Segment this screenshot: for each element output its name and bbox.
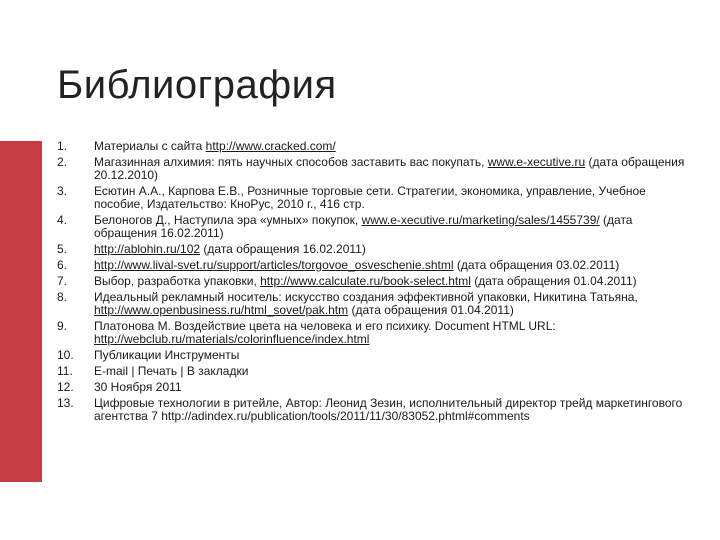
reference-list [57, 140, 697, 426]
accent-bar [0, 141, 42, 482]
reference-number: 8. [57, 290, 68, 304]
reference-link[interactable]: http://www.calculate.ru/book-select.html [260, 274, 471, 288]
reference-text-after: (дата обращения 16.02.2011) [94, 213, 633, 240]
reference-text-before: Идеальный рекламный носитель: искусство создания эффективной упаковки, Никитина Татьяна, [94, 290, 638, 304]
reference-link[interactable]: http://www.lival-svet.ru/support/articles/torgovoe_osveschenie.shtml [94, 258, 454, 272]
reference-link[interactable]: http://www.openbusiness.ru/html_sovet/pak.htm [94, 303, 349, 317]
reference-text [94, 291, 697, 317]
reference-item [57, 291, 697, 317]
reference-number: 9. [57, 319, 68, 333]
reference-text [94, 397, 697, 423]
reference-link[interactable]: http://webclub.ru/materials/colorinfluence/index.html [94, 332, 370, 346]
reference-item [57, 259, 697, 272]
reference-link[interactable]: http://ablohin.ru/102 [94, 242, 201, 256]
reference-text [94, 365, 697, 378]
reference-text-before: Выбор, разработка упаковки, [94, 274, 261, 288]
reference-item [57, 185, 697, 211]
reference-item [57, 397, 697, 423]
reference-number: 10. [57, 348, 74, 362]
reference-text-before: Белоногов Д., Наступила эра «умных» покупок, [94, 213, 362, 227]
reference-item [57, 275, 697, 288]
slide-title: Библиография [57, 62, 337, 107]
reference-text-after: (дата обращения 01.04.2011) [470, 274, 637, 288]
reference-text [94, 185, 697, 211]
reference-item [57, 320, 697, 346]
reference-text [94, 275, 697, 288]
reference-text-after: (дата обращения 16.02.2011) [200, 242, 366, 256]
reference-number: 12. [57, 380, 74, 394]
reference-number: 4. [57, 213, 68, 227]
reference-text [94, 259, 697, 272]
reference-text-after: (дата обращения 20.12.2010) [94, 155, 685, 182]
reference-item [57, 214, 697, 240]
reference-number: 1. [57, 139, 68, 153]
reference-text [94, 214, 697, 240]
reference-text-before: 30 Ноября 2011 [94, 380, 182, 394]
reference-number: 3. [57, 184, 68, 198]
reference-number: 11. [57, 364, 73, 378]
reference-text-before: Есютин А.А., Карпова Е.В., Розничные торговые сети. Стратегии, экономика, управление, Учебное пособие, Издательство: КноРус, 2010 г., 416 стр. [94, 184, 646, 211]
reference-number: 6. [57, 258, 68, 272]
reference-item [57, 156, 697, 182]
reference-text [94, 243, 697, 256]
reference-number: 2. [57, 155, 68, 169]
reference-text [94, 381, 697, 394]
reference-number: 5. [57, 242, 68, 256]
reference-link[interactable]: www.e-xecutive.ru [487, 155, 586, 169]
reference-text-after: (дата обращения 01.04.2011) [348, 303, 514, 317]
reference-link[interactable]: www.e-xecutive.ru/marketing/sales/1455739/ [361, 213, 600, 227]
reference-text [94, 320, 697, 346]
reference-text [94, 349, 697, 362]
reference-text [94, 140, 697, 153]
reference-text [94, 156, 697, 182]
reference-link[interactable]: http://www.cracked.com/ [205, 139, 336, 153]
reference-item [57, 365, 697, 378]
reference-text-before: Цифровые технологии в ритейле, Автор: Леонид Зезин, исполнительный директор трейд маркетингового агентства 7 http://adindex.ru/publication/tools/2011/11/30/83052.phtml#comments [94, 396, 683, 423]
reference-item [57, 349, 697, 362]
reference-text-after: (дата обращения 03.02.2011) [453, 258, 620, 272]
reference-text-before: Магазинная алхимия: пять научных способов заставить вас покупать, [94, 155, 488, 169]
reference-text-before: Публикации Инструменты [94, 348, 240, 362]
reference-text-before: Материалы с сайта [94, 139, 206, 153]
reference-item [57, 140, 697, 153]
reference-number: 7. [57, 274, 68, 288]
reference-text-before: Платонова М. Воздействие цвета на человека и его психику. Document HTML URL: [94, 319, 556, 333]
reference-item [57, 243, 697, 256]
reference-item [57, 381, 697, 394]
reference-text-before: E-mail | Печать | В закладки [94, 364, 249, 378]
reference-number: 13. [57, 396, 74, 410]
